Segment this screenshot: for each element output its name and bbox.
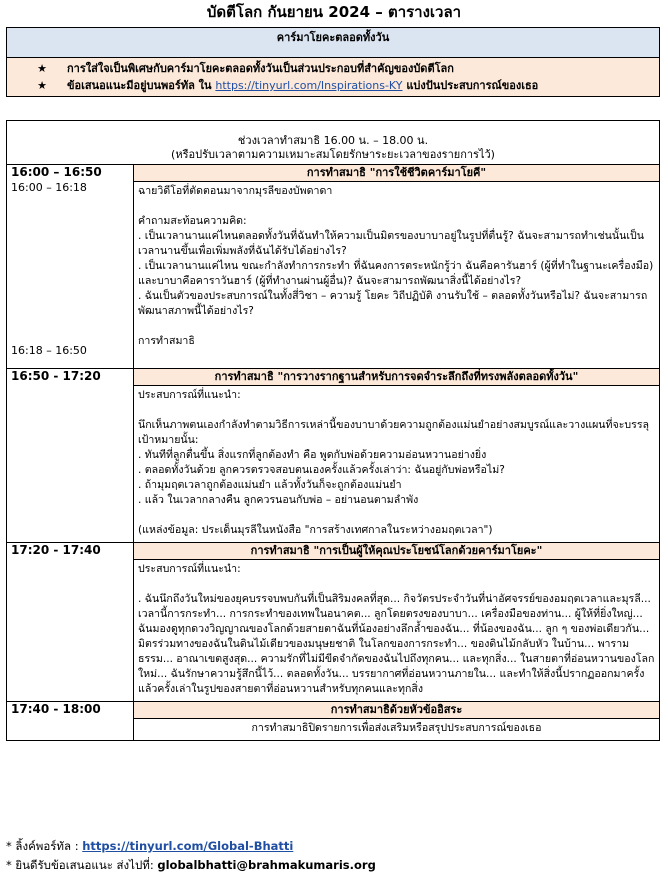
session-body: [134, 560, 659, 701]
body-line: . ฉันเป็นตัวของประสบการณ์ในทั้งสี่วิชา – ความรู้ โยคะ วิถีปฏิบัติ งานรับใช้ – ตลอดทั้งวันหรือไม่? ฉันจะสามารถพัฒนาสภาพนี้ได้อย่างไร?: [138, 290, 648, 317]
portal-line: [6, 837, 376, 856]
session-content: [134, 702, 659, 740]
bullet-row: [7, 77, 659, 94]
page-title: บัดตีโลก กันยายน 2024 – ตารางเวลา: [206, 3, 462, 21]
session-time: 16:50 - 17:20: [11, 369, 101, 383]
karma-yoga-heading: คาร์มาโยคะตลอดทั้งวัน: [7, 28, 659, 58]
body-line: นึกเห็นภาพตนเองกำลังทำตามวิธีการเหล่านี้ของบาบาด้วยความถูกต้องแม่นยำอย่างสมบูรณ์และวางแผนที่จะบรรลุเป้าหมายนั้น:: [138, 419, 650, 446]
portal-link[interactable]: https://tinyurl.com/Global-Bhatti: [82, 839, 294, 853]
schedule-table: [6, 120, 660, 741]
feedback-line: [6, 856, 376, 875]
karma-yoga-bullets: [7, 58, 659, 96]
schedule-time-range: ช่วงเวลาทำสมาธิ 16.00 น. – 18.00 น.: [237, 134, 429, 147]
session-subtime: 16:00 – 16:18: [11, 181, 87, 194]
body-line: . ทันทีที่ลูกตื่นขึ้น สิ่งแรกที่ลูกต้องทำ คือ พูดกับพ่อด้วยความอ่อนหวานอย่างยิ่ง: [138, 449, 487, 461]
session-heading: การทำสมาธิ "การใช้ชีวิตคาร์มาโยคี": [134, 165, 659, 182]
star-icon: ★: [37, 62, 47, 75]
bullet-suffix: แบ่งปันประสบการณ์ของเธอ: [406, 79, 539, 92]
body-line: . เป็นเวลานานแค่ไหน ขณะกำลังทำการกระทำ ที่ฉันคงการตระหนักรู้ว่า ฉันคือคารันฮาร์ (ผู้ที่ทำในฐานะเครื่องมือ) และบาบาคือคาราวันฮาร์ (ผู้ที่ทำงานผ่านผู้อื่น)? ฉันจะสามารถพัฒนาสิ่งนี้ได้อย่างไร?: [138, 260, 654, 287]
portal-label: * ลิ้งค์พอร์ทัล :: [6, 839, 79, 853]
body-line: . เป็นเวลานานแค่ไหนตลอดทั้งวันที่ฉันทำให้ความเป็นมิตรของบาบาอยู่ในรูปที่ตื่นรู้? ฉันจะสามารถทำเช่นนั้นเป็นเวลานานขึ้นเพื่อเพิ่มพลังที่ฉันได้รับได้อย่างไร?: [138, 230, 644, 257]
schedule-note: (หรือปรับเวลาตามความเหมาะสมโดยรักษาระยะเวลาของรายการไว้): [171, 148, 495, 161]
bullet-text: การใส่ใจเป็นพิเศษกับคาร์มาโยคะตลอดทั้งวันเป็นส่วนประกอบที่สำคัญของบัดตีโลก: [67, 62, 454, 75]
session-body: [134, 719, 659, 740]
body-line: ประสบการณ์ที่แนะนำ:: [138, 563, 241, 575]
body-line: ฉายวิดีโอที่ตัดตอนมาจากมุรลีของบัพดาดา: [138, 185, 333, 197]
feedback-label: * ยินดีรับข้อเสนอแนะ ส่งไปที่:: [6, 858, 154, 872]
bullet-prefix: ข้อเสนอแนะมีอยู่บนพอร์ทัล ใน: [67, 79, 212, 92]
session-time-cell: [7, 543, 134, 701]
body-line: . ถ้ามุมฤตเวลาถูกต้องแม่นยำ แล้วทั้งวันก็จะถูกต้องแม่นยำ: [138, 479, 402, 491]
session-time: 17:20 - 17:40: [11, 543, 101, 557]
session-row-1: [7, 165, 659, 369]
bullet-text: [67, 77, 538, 94]
session-time-cell: [7, 165, 134, 368]
session-content: [134, 369, 659, 542]
body-line: การทำสมาธิปิดรายการเพื่อส่งเสริมหรือสรุปประสบการณ์ของเธอ: [251, 722, 542, 734]
body-line: . ฉันนึกถึงวันใหม่ของยุคบรรจบพบกันที่เป็นสิริมงคลที่สุด... กิจวัตรประจำวันที่น่าอัศจรรย์ของอมฤตเวลาและมุรลี... เวลานี้การกระทำ... การกระทำของเทพในอนาคต... ลูกโดยตรงของบาบา... เครื่องมือของท่าน... ผู้ให้ที่ยิ่งใหญ่... ฉันมองดูทุกดวงวิญญาณของโลกด้วยสายตาฉันที่น้องอย่างลึกล้ำของฉัน... ที่น้องของฉัน... ลูก ๆ ของพ่อเดียวกัน... มิตรร่วมทางของฉันในดินไม้เดียวของมนุษยชาติ ในโลกของการกระทำ... ของดินไม้กลับหัว ในบ้าน... พารามธรรม... อาณาเขตสูงสุด... ความรักที่ไม่มีขีดจำกัดของฉันไปถึงทุกคน... และทุกสิ่ง... ในสายตาที่อ่อนหวานของโลกใหม่... ฉันรักษาความรู้สึกนี้ไว้... ตลอดทั้งวัน... บรรยากาศที่อ่อนหวานภายใน... และทำให้สิ่งนี้ปรากฏออกมาครั้งแล้วครั้งเล่าในรูปของสายตาที่อ่อนหวานสำหรับทุกคนและทุกสิ่ง: [138, 593, 655, 695]
star-icon: ★: [37, 79, 47, 92]
feedback-email[interactable]: globalbhatti@brahmakumaris.org: [157, 858, 376, 872]
session-time-cell: [7, 702, 134, 740]
footer: [6, 837, 376, 875]
schedule-intro: [7, 121, 659, 165]
session-body: [134, 386, 659, 542]
karma-yoga-box: [6, 27, 660, 97]
session-heading: การทำสมาธิด้วยหัวข้ออิสระ: [134, 702, 659, 719]
body-line: . แล้ว ในเวลากลางคืน ลูกควรนอนกับพ่อ – อย่านอนตามลำพัง: [138, 494, 419, 506]
session-subtime: 16:18 – 16:50: [11, 344, 87, 357]
session-heading: การทำสมาธิ "การเป็นผู้ให้คุณประโยชน์โลกด้วยคาร์มาโยคะ": [134, 543, 659, 560]
body-line: การทำสมาธิ: [138, 335, 195, 347]
session-content: [134, 165, 659, 368]
session-time-cell: [7, 369, 134, 542]
session-row-2: [7, 369, 659, 543]
session-heading: การทำสมาธิ "การวางรากฐานสำหรับการจดจำระลึกถึงที่ทรงพลังตลอดทั้งวัน": [134, 369, 659, 386]
bullet-row: [7, 60, 659, 77]
session-time: 16:00 – 16:50: [11, 165, 102, 179]
body-line: . ตลอดทั้งวันด้วย ลูกควรตรวจสอบตนเองครั้งแล้วครั้งเล่าว่า: ฉันอยู่กับพ่อหรือไม่?: [138, 464, 505, 476]
body-line: ประสบการณ์ที่แนะนำ:: [138, 389, 241, 401]
session-row-3: [7, 543, 659, 702]
body-line: คำถามสะท้อนความคิด:: [138, 215, 247, 227]
source-note: (แหล่งข้อมูล: ประเด็นมุรลีในหนังสือ "การสร้างเทศกาลในระหว่างอมฤตเวลา"): [138, 524, 493, 536]
inspirations-link[interactable]: https://tinyurl.com/Inspirations-KY: [215, 79, 403, 92]
session-time: 17:40 - 18:00: [11, 702, 101, 716]
session-content: [134, 543, 659, 701]
session-body: [134, 182, 659, 368]
session-row-4: [7, 702, 659, 740]
